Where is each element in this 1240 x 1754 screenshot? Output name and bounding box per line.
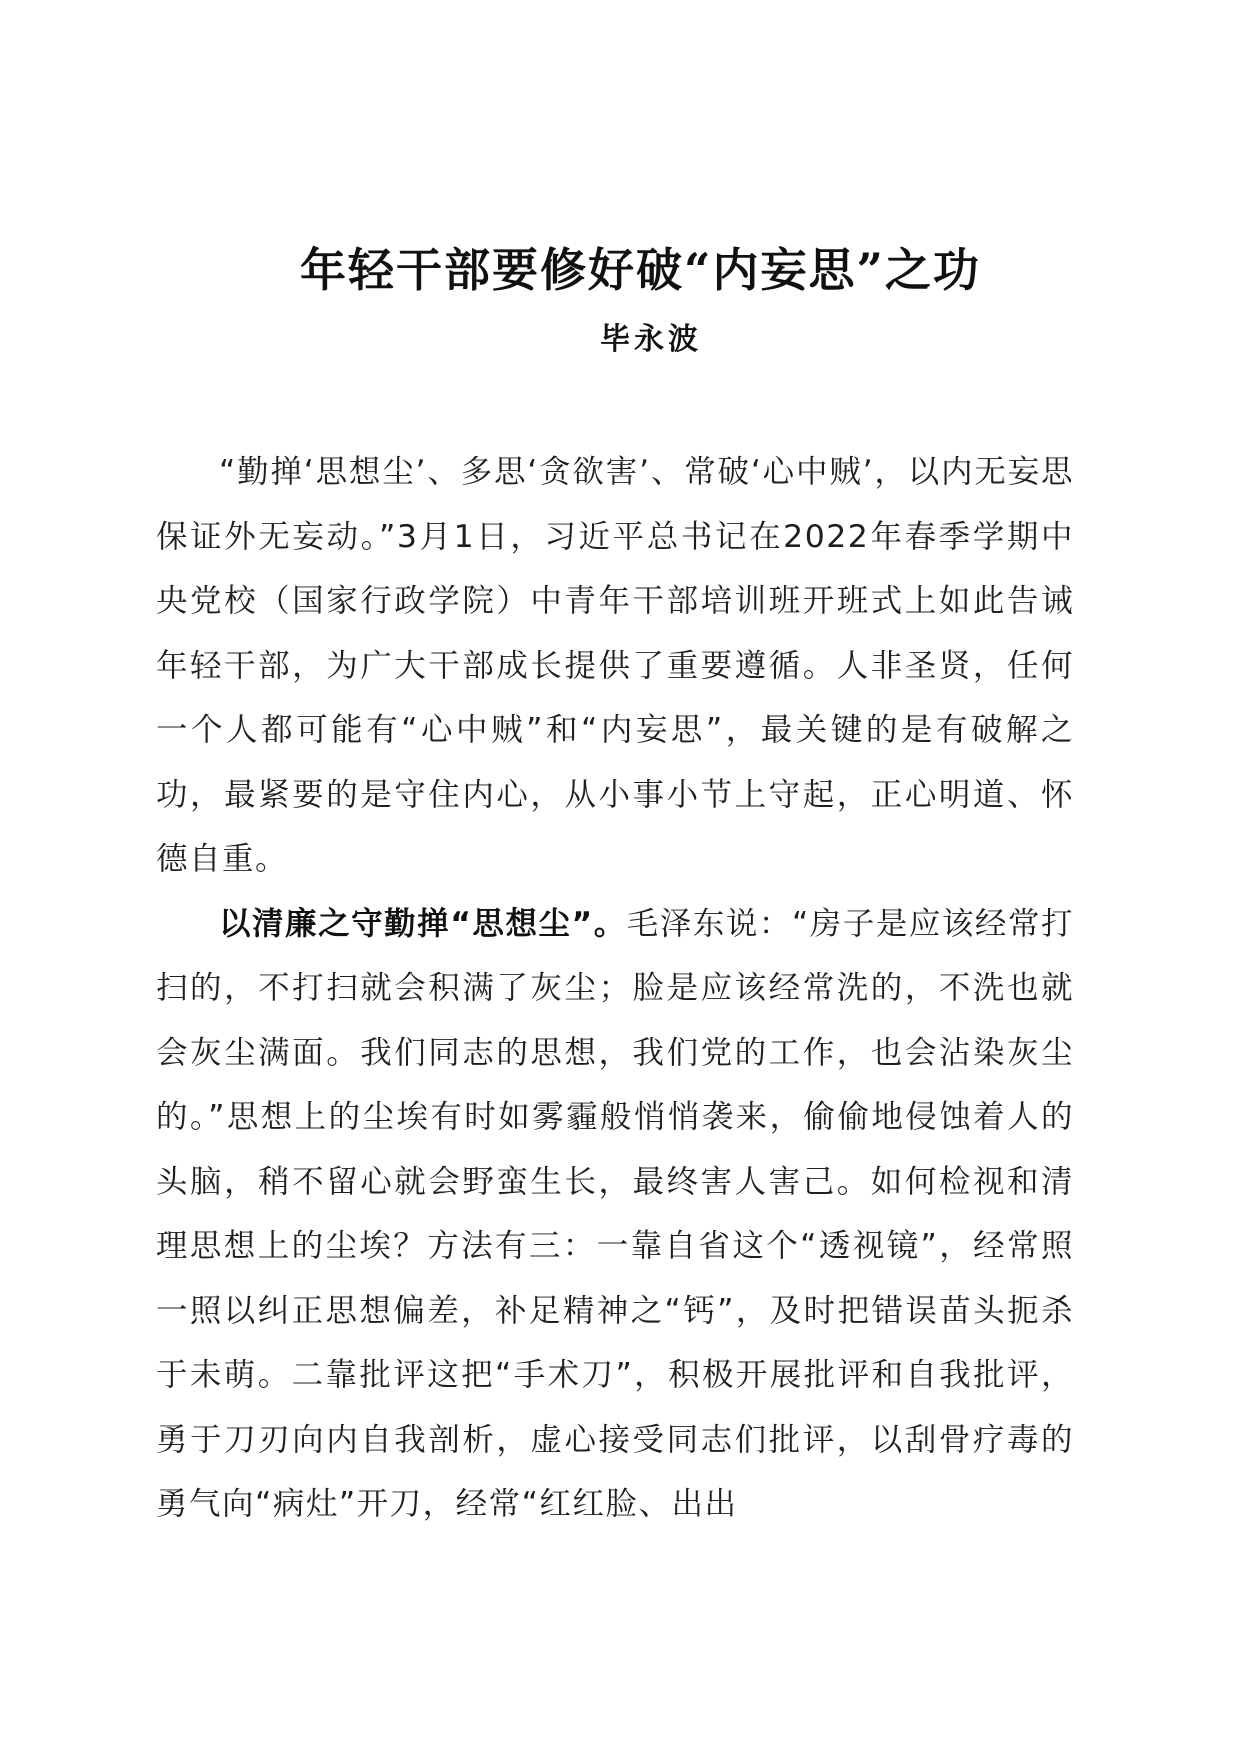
paragraph-section-1 xyxy=(156,892,1074,1537)
article-author: 毕永波 xyxy=(600,322,702,357)
article-title: 年轻干部要修好破“内妄思”之功 xyxy=(300,243,981,297)
paragraph-intro xyxy=(156,440,1074,892)
paragraph-text: “勤掸‘思想尘’、多思‘贪欲害’、常破‘心中贼’，以内无妄思保证外无妄动。”3月1日，习近平总书记在2022年春季学期中央党校（国家行政学院）中青年干部培训班开班式上如此告诫年轻干部，为广大干部成长提供了重要遵循。人非圣贤，任何一个人都可能有“心中贼”和“内妄思”，最关键的是有破解之功，最紧要的是守住内心，从小事小节上守起，正心明道、怀德自重。 xyxy=(156,454,1074,877)
section-heading: 以清廉之守勤掸“思想尘”。 xyxy=(219,905,627,942)
paragraph-text: 毛泽东说：“房子是应该经常打扫的，不打扫就会积满了灰尘；脸是应该经常洗的，不洗也就会灰尘满面。我们同志的思想，我们党的工作，也会沾染灰尘的。”思想上的尘埃有时如雾霾般悄悄袭来，偷偷地侵蚀着人的头脑，稍不留心就会野蛮生长，最终害人害己。如何检视和清理思想上的尘埃？方法有三：一靠自省这个“透视镜”，经常照一照以纠正思想偏差，补足精神之“钙”，及时把错误苗头扼杀于未萌。二靠批评这把“手术刀”，积极开展批评和自我批评，勇于刀刃向内自我剖析，虚心接受同志们批评，以刮骨疗毒的勇气向“病灶”开刀，经常“红红脸、出出 xyxy=(156,905,1074,1522)
article-body xyxy=(156,440,1074,1537)
